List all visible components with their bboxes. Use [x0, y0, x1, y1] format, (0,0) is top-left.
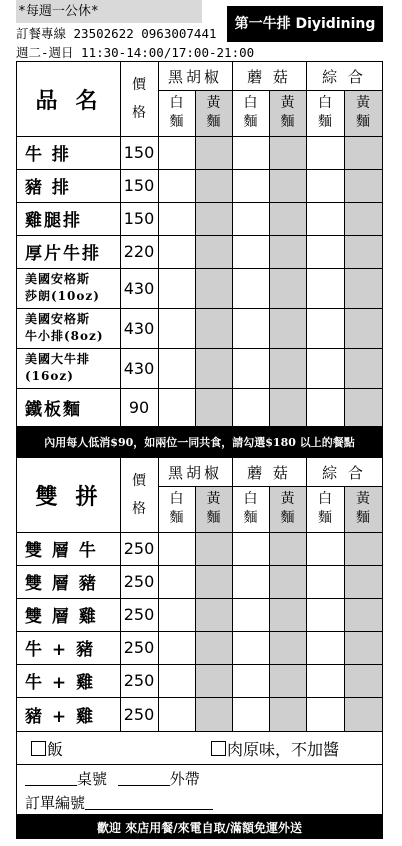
item-name-text: 雙 層 雞 — [25, 607, 98, 627]
item-price: 250 — [123, 539, 155, 558]
noodle-header-char: 白 — [169, 95, 184, 111]
order-phone: 訂餐專線 23502622 0963007441 — [16, 26, 217, 41]
quantity-cell[interactable] — [158, 136, 195, 169]
column-divider — [158, 62, 159, 426]
price-header-char: 價 — [132, 77, 146, 93]
quantity-cell[interactable] — [344, 202, 382, 235]
quantity-cell[interactable] — [269, 136, 306, 169]
column-divider — [232, 458, 233, 731]
quantity-cell[interactable] — [232, 235, 269, 268]
item-name-text: 牛 + 豬 — [25, 640, 96, 660]
quantity-cell[interactable] — [232, 598, 269, 631]
quantity-cell[interactable] — [344, 348, 382, 388]
quantity-cell[interactable] — [344, 169, 382, 202]
combo-menu-table — [16, 457, 383, 732]
yellow-noodle-header — [195, 486, 232, 532]
item-name-text: 牛 + 雞 — [25, 673, 96, 693]
quantity-cell[interactable] — [344, 565, 382, 598]
quantity-cell[interactable] — [306, 235, 344, 268]
quantity-cell[interactable] — [158, 235, 195, 268]
quantity-cell[interactable] — [232, 268, 269, 308]
header-divider — [17, 136, 382, 137]
section-title: 品名 — [35, 87, 116, 114]
item-price: 90 — [128, 397, 150, 417]
item-name-line2: (16oz) — [25, 369, 74, 383]
item-name-line1: 美國安格斯 — [25, 272, 91, 286]
column-divider — [306, 62, 307, 426]
noodle-divider — [269, 90, 270, 426]
sauce-header: 蘑 菇 — [247, 463, 291, 482]
quantity-cell[interactable] — [344, 136, 382, 169]
item-price: 250 — [123, 572, 155, 591]
quantity-cell[interactable] — [269, 532, 306, 565]
item-name — [17, 388, 120, 426]
white-noodle-header — [232, 90, 269, 136]
quantity-cell[interactable] — [195, 348, 232, 388]
quantity-cell[interactable] — [306, 202, 344, 235]
order-number-line: 訂單編號 — [25, 792, 213, 813]
noodle-header-char: 麵 — [243, 510, 258, 526]
quantity-cell[interactable] — [306, 664, 344, 697]
item-name-text: 雙 層 豬 — [25, 574, 98, 594]
quantity-cell[interactable] — [158, 202, 195, 235]
quantity-cell[interactable] — [158, 268, 195, 308]
quantity-cell[interactable] — [232, 664, 269, 697]
quantity-cell[interactable] — [232, 348, 269, 388]
quantity-cell[interactable] — [158, 598, 195, 631]
quantity-cell[interactable] — [306, 697, 344, 731]
white-noodle-header — [158, 486, 195, 532]
column-divider — [120, 62, 121, 426]
welcome-banner: 歡迎 來店用餐/來電自取/滿額免運外送 — [16, 815, 383, 839]
quantity-cell[interactable] — [158, 388, 195, 426]
quantity-cell[interactable] — [344, 532, 382, 565]
rice-checkbox[interactable] — [31, 741, 46, 756]
quantity-cell[interactable] — [344, 631, 382, 664]
noodle-header-char: 白 — [318, 491, 332, 507]
noodle-divider — [195, 90, 196, 426]
item-name-text: 厚片牛排 — [25, 244, 101, 264]
quantity-cell[interactable] — [344, 388, 382, 426]
sauce-header: 黑胡椒 — [167, 67, 222, 86]
sauce-header: 綜 合 — [322, 67, 366, 86]
noodle-divider — [344, 90, 345, 426]
item-price: 250 — [123, 605, 155, 624]
quantity-cell[interactable] — [306, 565, 344, 598]
price-header — [120, 62, 158, 136]
quantity-cell[interactable] — [195, 697, 232, 731]
noodle-header-char: 白 — [169, 491, 184, 507]
noodle-header-char: 白 — [243, 95, 258, 111]
quantity-cell[interactable] — [344, 697, 382, 731]
column-divider — [306, 458, 307, 731]
item-price: 150 — [123, 176, 155, 195]
item-name-text: 豬 排 — [25, 178, 71, 198]
quantity-cell[interactable] — [158, 348, 195, 388]
item-name — [17, 565, 120, 598]
quantity-cell[interactable] — [306, 268, 344, 308]
white-noodle-header — [158, 90, 195, 136]
sauce-divider — [158, 486, 382, 487]
noodle-divider — [344, 486, 345, 731]
noodle-header-char: 麵 — [356, 114, 370, 130]
quantity-cell[interactable] — [158, 308, 195, 348]
item-name — [17, 631, 120, 664]
yellow-noodle-header — [269, 486, 306, 532]
quantity-cell[interactable] — [232, 697, 269, 731]
item-name — [17, 202, 120, 235]
item-name-text: 豬 + 雞 — [25, 706, 96, 727]
quantity-cell[interactable] — [158, 697, 195, 731]
quantity-cell[interactable] — [158, 631, 195, 664]
item-name-line1: 美國安格斯 — [25, 312, 91, 326]
item-name-text: 牛 排 — [25, 145, 71, 165]
quantity-cell[interactable] — [306, 136, 344, 169]
quantity-cell[interactable] — [195, 598, 232, 631]
original-checkbox[interactable] — [211, 741, 226, 756]
item-name — [17, 268, 120, 308]
item-price: 250 — [123, 704, 155, 724]
noodle-header-char: 麵 — [356, 510, 370, 526]
noodle-header-char: 麵 — [169, 510, 184, 526]
quantity-cell[interactable] — [232, 169, 269, 202]
white-noodle-header — [306, 90, 344, 136]
yellow-noodle-header — [269, 90, 306, 136]
order-number-field[interactable] — [85, 795, 213, 810]
quantity-cell[interactable] — [306, 598, 344, 631]
item-name-text: 鐵板麵 — [25, 399, 82, 420]
item-name — [17, 308, 120, 348]
header-divider — [17, 532, 382, 533]
quantity-cell[interactable] — [306, 631, 344, 664]
options-row — [16, 732, 383, 765]
yellow-noodle-header — [344, 90, 382, 136]
quantity-cell[interactable] — [306, 308, 344, 348]
order-sheet — [16, 0, 383, 846]
noodle-divider — [195, 486, 196, 731]
quantity-cell[interactable] — [269, 348, 306, 388]
quantity-cell[interactable] — [306, 348, 344, 388]
yellow-noodle-header — [195, 90, 232, 136]
noodle-header-char: 麵 — [318, 114, 332, 130]
section-title: 雙拼 — [35, 483, 116, 510]
quantity-cell[interactable] — [195, 565, 232, 598]
quantity-cell[interactable] — [269, 697, 306, 731]
yellow-noodle-header — [344, 486, 382, 532]
noodle-header-char: 麵 — [280, 114, 295, 130]
quantity-cell[interactable] — [269, 235, 306, 268]
quantity-cell[interactable] — [232, 388, 269, 426]
noodle-header-char: 黃 — [356, 95, 370, 111]
noodle-divider — [269, 486, 270, 731]
item-price: 430 — [123, 278, 155, 298]
item-name — [17, 532, 120, 565]
item-name — [17, 169, 120, 202]
quantity-cell[interactable] — [344, 664, 382, 697]
quantity-cell[interactable] — [269, 565, 306, 598]
noodle-header-char: 麵 — [206, 510, 221, 526]
quantity-cell[interactable] — [195, 532, 232, 565]
closed-notice: *每週一公休* — [16, 0, 202, 23]
item-name — [17, 348, 120, 388]
quantity-cell[interactable] — [195, 235, 232, 268]
item-name — [17, 664, 120, 697]
item-price: 430 — [123, 318, 155, 338]
sauce-header: 蘑 菇 — [247, 67, 291, 86]
noodle-header-char: 麵 — [280, 510, 295, 526]
item-price: 220 — [123, 242, 155, 261]
quantity-cell[interactable] — [269, 308, 306, 348]
noodle-header-char: 黃 — [280, 95, 295, 111]
quantity-cell[interactable] — [232, 631, 269, 664]
table-number-field[interactable] — [25, 771, 77, 786]
quantity-cell[interactable] — [306, 532, 344, 565]
item-name — [17, 136, 120, 169]
item-price: 250 — [123, 671, 155, 690]
minimum-charge-banner: 內用每人低消$90，如兩位一同共食，請勾選$180 以上的餐點 — [16, 427, 383, 457]
quantity-cell[interactable] — [158, 664, 195, 697]
quantity-cell[interactable] — [158, 532, 195, 565]
quantity-cell[interactable] — [195, 631, 232, 664]
quantity-cell[interactable] — [195, 268, 232, 308]
quantity-cell[interactable] — [195, 169, 232, 202]
quantity-cell[interactable] — [232, 565, 269, 598]
quantity-cell[interactable] — [158, 565, 195, 598]
business-hours: 週二-週日 11:30-14:00/17:00-21:00 — [16, 45, 255, 60]
rice-option[interactable]: 飯 — [31, 734, 63, 763]
quantity-cell[interactable] — [232, 308, 269, 348]
quantity-cell[interactable] — [269, 598, 306, 631]
quantity-cell[interactable] — [195, 202, 232, 235]
price-header-char: 格 — [132, 501, 146, 517]
quantity-cell[interactable] — [232, 202, 269, 235]
item-name — [17, 697, 120, 731]
noodle-header-char: 黃 — [206, 491, 221, 507]
quantity-cell[interactable] — [232, 532, 269, 565]
item-name-line1: 美國大牛排 — [25, 352, 91, 366]
white-noodle-header — [306, 486, 344, 532]
single-menu-table — [16, 61, 383, 427]
quantity-cell[interactable] — [344, 598, 382, 631]
quantity-cell[interactable] — [344, 268, 382, 308]
column-divider — [158, 458, 159, 731]
noodle-header-char: 黃 — [356, 491, 370, 507]
quantity-cell[interactable] — [306, 169, 344, 202]
quantity-cell[interactable] — [195, 664, 232, 697]
noodle-header-char: 白 — [318, 95, 332, 111]
item-name-line2: 牛小排(8oz) — [25, 329, 104, 343]
price-header-char: 價 — [132, 473, 146, 489]
column-divider — [232, 62, 233, 426]
quantity-cell[interactable] — [195, 136, 232, 169]
item-price: 150 — [123, 209, 155, 228]
quantity-cell[interactable] — [195, 388, 232, 426]
item-name-text: 雙 層 牛 — [25, 541, 98, 561]
noodle-header-char: 麵 — [243, 114, 258, 130]
quantity-cell[interactable] — [269, 388, 306, 426]
quantity-cell[interactable] — [195, 308, 232, 348]
quantity-cell[interactable] — [344, 308, 382, 348]
item-name — [17, 235, 120, 268]
quantity-cell[interactable] — [344, 235, 382, 268]
footer-fields — [16, 765, 383, 815]
item-price: 150 — [123, 143, 155, 162]
price-header — [120, 458, 158, 532]
quantity-cell[interactable] — [269, 631, 306, 664]
column-divider — [120, 458, 121, 731]
quantity-cell[interactable] — [269, 268, 306, 308]
table-takeout-line: 桌號 外帶 — [25, 768, 200, 789]
item-name-line2: 莎朗(10oz) — [25, 289, 100, 303]
brand-title: 第一牛排 Diyidining — [227, 6, 383, 42]
item-price: 430 — [123, 358, 155, 378]
quantity-cell[interactable] — [269, 202, 306, 235]
white-noodle-header — [232, 486, 269, 532]
sauce-divider — [158, 90, 382, 91]
noodle-header-char: 麵 — [318, 510, 332, 526]
quantity-cell[interactable] — [269, 169, 306, 202]
noodle-header-char: 黃 — [280, 491, 295, 507]
sauce-header: 黑胡椒 — [167, 463, 222, 482]
item-name — [17, 598, 120, 631]
item-name-text: 雞腿排 — [25, 211, 82, 231]
noodle-header-char: 黃 — [206, 95, 221, 111]
quantity-cell[interactable] — [232, 136, 269, 169]
noodle-header-char: 白 — [243, 491, 258, 507]
original-option[interactable]: 肉原味，不加醬 — [211, 734, 339, 763]
quantity-cell[interactable] — [269, 664, 306, 697]
price-header-char: 格 — [132, 105, 146, 121]
quantity-cell[interactable] — [158, 169, 195, 202]
quantity-cell[interactable] — [306, 388, 344, 426]
sauce-header: 綜 合 — [322, 463, 366, 482]
takeout-field[interactable] — [118, 771, 170, 786]
item-price: 250 — [123, 638, 155, 657]
noodle-header-char: 麵 — [206, 114, 221, 130]
noodle-header-char: 麵 — [169, 114, 184, 130]
